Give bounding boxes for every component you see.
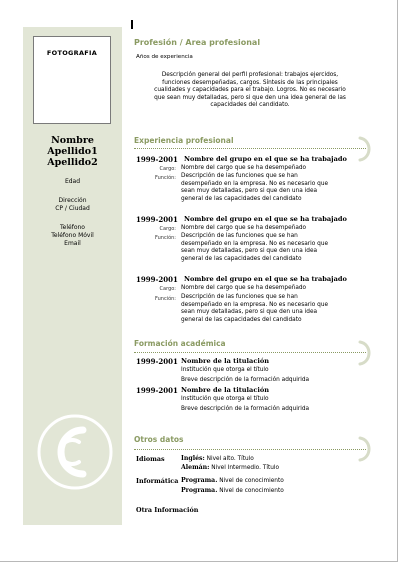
funcion-line: Descripción de las funciones que se han: [181, 233, 298, 239]
exp-funcion[interactable]: [181, 173, 363, 203]
edu-description[interactable]: Breve descripción de la formación adquirida: [181, 406, 310, 412]
funcion-line: general de las capacidades del candidato: [181, 195, 302, 202]
prog-1-name: Programa.: [181, 477, 218, 484]
education-rule: [134, 352, 366, 353]
exp-cargo[interactable]: Nombre del cargo que se ha desempeñado: [181, 225, 307, 231]
phone[interactable]: Teléfono: [60, 224, 85, 231]
funcion-line: general de las capacidades del candidato: [181, 316, 302, 323]
exp-group[interactable]: Nombre del grupo en el que se ha trabajado: [184, 215, 347, 223]
cargo-label: Cargo:: [159, 166, 176, 172]
exp-date[interactable]: 1999-2001: [136, 275, 178, 284]
funcion-line: general de las capacidades del candidato: [181, 255, 302, 262]
prog-2-name: Programa.: [181, 487, 218, 494]
exp-funcion[interactable]: [181, 294, 363, 324]
surname-1: Apellido1: [47, 146, 98, 157]
education-title[interactable]: Formación académica: [134, 339, 226, 348]
edu-degree[interactable]: Nombre de la titulación: [181, 357, 270, 365]
exp-group[interactable]: Nombre del grupo en el que se ha trabajado: [184, 275, 347, 283]
funcion-label: Función:: [155, 235, 176, 241]
other-rule: [134, 449, 366, 450]
first-name: Nombre: [51, 135, 94, 146]
other-title[interactable]: Otros datos: [134, 435, 184, 444]
mobile-phone[interactable]: Teléfono Móvil: [51, 232, 94, 239]
edu-institution[interactable]: Institución que otorga el título: [181, 367, 269, 373]
postal-city[interactable]: CP / Ciudad: [55, 205, 90, 212]
funcion-label: Función:: [155, 296, 176, 302]
cargo-label: Cargo:: [159, 226, 176, 232]
exp-cargo[interactable]: Nombre del cargo que se ha desempeñado: [181, 165, 307, 171]
surname-2: Apellido2: [47, 157, 98, 168]
lang-2-level: Nivel Intermedio. Título: [209, 465, 280, 471]
languages-label[interactable]: Idiomas: [136, 455, 165, 463]
experience-title[interactable]: Experiencia profesional: [134, 136, 234, 145]
program-2[interactable]: [181, 487, 284, 494]
funcion-line: desempeñado en la empresa. No es necesario que: [181, 301, 329, 308]
prog-2-level: Nivel de conocimiento: [217, 488, 284, 494]
exp-group[interactable]: Nombre del grupo en el que se ha trabajado: [184, 155, 347, 163]
photo-placeholder[interactable]: [33, 36, 111, 124]
text-cursor: [131, 20, 133, 29]
exp-date[interactable]: 1999-2001: [136, 215, 178, 224]
funcion-line: desempeñado en la empresa. No es necesario que: [181, 240, 329, 247]
lang-2-name: Alemán:: [181, 464, 210, 471]
funcion-line: sean muy detalladas, pero si que den una idea: [181, 248, 318, 255]
funcion-label: Función:: [155, 175, 176, 181]
profile-title[interactable]: Profesión / Area profesional: [134, 38, 261, 47]
profile-line: Descripción general del perfil profesional: trabajos ejercidos,: [161, 72, 339, 78]
funcion-line: sean muy detalladas, pero si que den una idea: [181, 188, 318, 195]
other-swirl-icon: [358, 436, 374, 462]
profile-line: funciones desempeñadas, cargos. Síntesis de las principales: [162, 79, 338, 86]
profile-description[interactable]: [134, 72, 366, 110]
exp-funcion[interactable]: [181, 233, 363, 263]
exp-date[interactable]: 1999-2001: [136, 155, 178, 164]
funcion-line: sean muy detalladas, pero si que den una idea: [181, 309, 318, 316]
address[interactable]: Dirección: [58, 197, 87, 204]
prog-1-level: Nivel de conocimiento: [217, 478, 284, 484]
sidebar: [23, 27, 122, 525]
funcion-line: desempeñado en la empresa. No es necesario que: [181, 180, 329, 187]
years-experience[interactable]: Años de experiencia: [136, 54, 193, 60]
edu-institution[interactable]: Institución que otorga el título: [181, 396, 269, 402]
profile-line: que sean muy detalladas, pero si que den una idea general de las: [154, 94, 346, 101]
funcion-line: Descripción de las funciones que se han: [181, 173, 298, 179]
it-label[interactable]: Informática: [136, 477, 179, 485]
exp-cargo[interactable]: Nombre del cargo que se ha desempeñado: [181, 285, 307, 291]
education-swirl-icon: [358, 340, 374, 366]
edu-date[interactable]: 1999-2001: [136, 357, 178, 366]
experience-rule: [134, 148, 366, 149]
logo-swirl-icon: [35, 412, 115, 492]
program-1[interactable]: [181, 477, 284, 484]
cargo-label: Cargo:: [159, 286, 176, 292]
language-2[interactable]: [181, 464, 279, 471]
profile-line: cualidades y capacidades para el trabajo. Logros. No es necesario: [154, 87, 346, 94]
lang-1-name: Inglés:: [181, 455, 205, 462]
age[interactable]: Edad: [64, 178, 81, 185]
email[interactable]: Email: [64, 240, 81, 247]
photo-label: FOTOGRAFIA: [46, 49, 98, 57]
funcion-line: Descripción de las funciones que se han: [181, 294, 298, 300]
language-1[interactable]: [181, 455, 254, 462]
edu-degree[interactable]: Nombre de la titulación: [181, 386, 270, 394]
edu-description[interactable]: Breve descripción de la formación adquirida: [181, 377, 310, 383]
profile-line: capacidades del candidato.: [210, 102, 290, 109]
other-info-label[interactable]: Otra Información: [136, 506, 199, 514]
candidate-name[interactable]: [23, 135, 122, 168]
lang-1-level: Nivel alto. Título: [204, 456, 254, 462]
edu-date[interactable]: 1999-2001: [136, 386, 178, 395]
experience-swirl-icon: [358, 136, 374, 162]
